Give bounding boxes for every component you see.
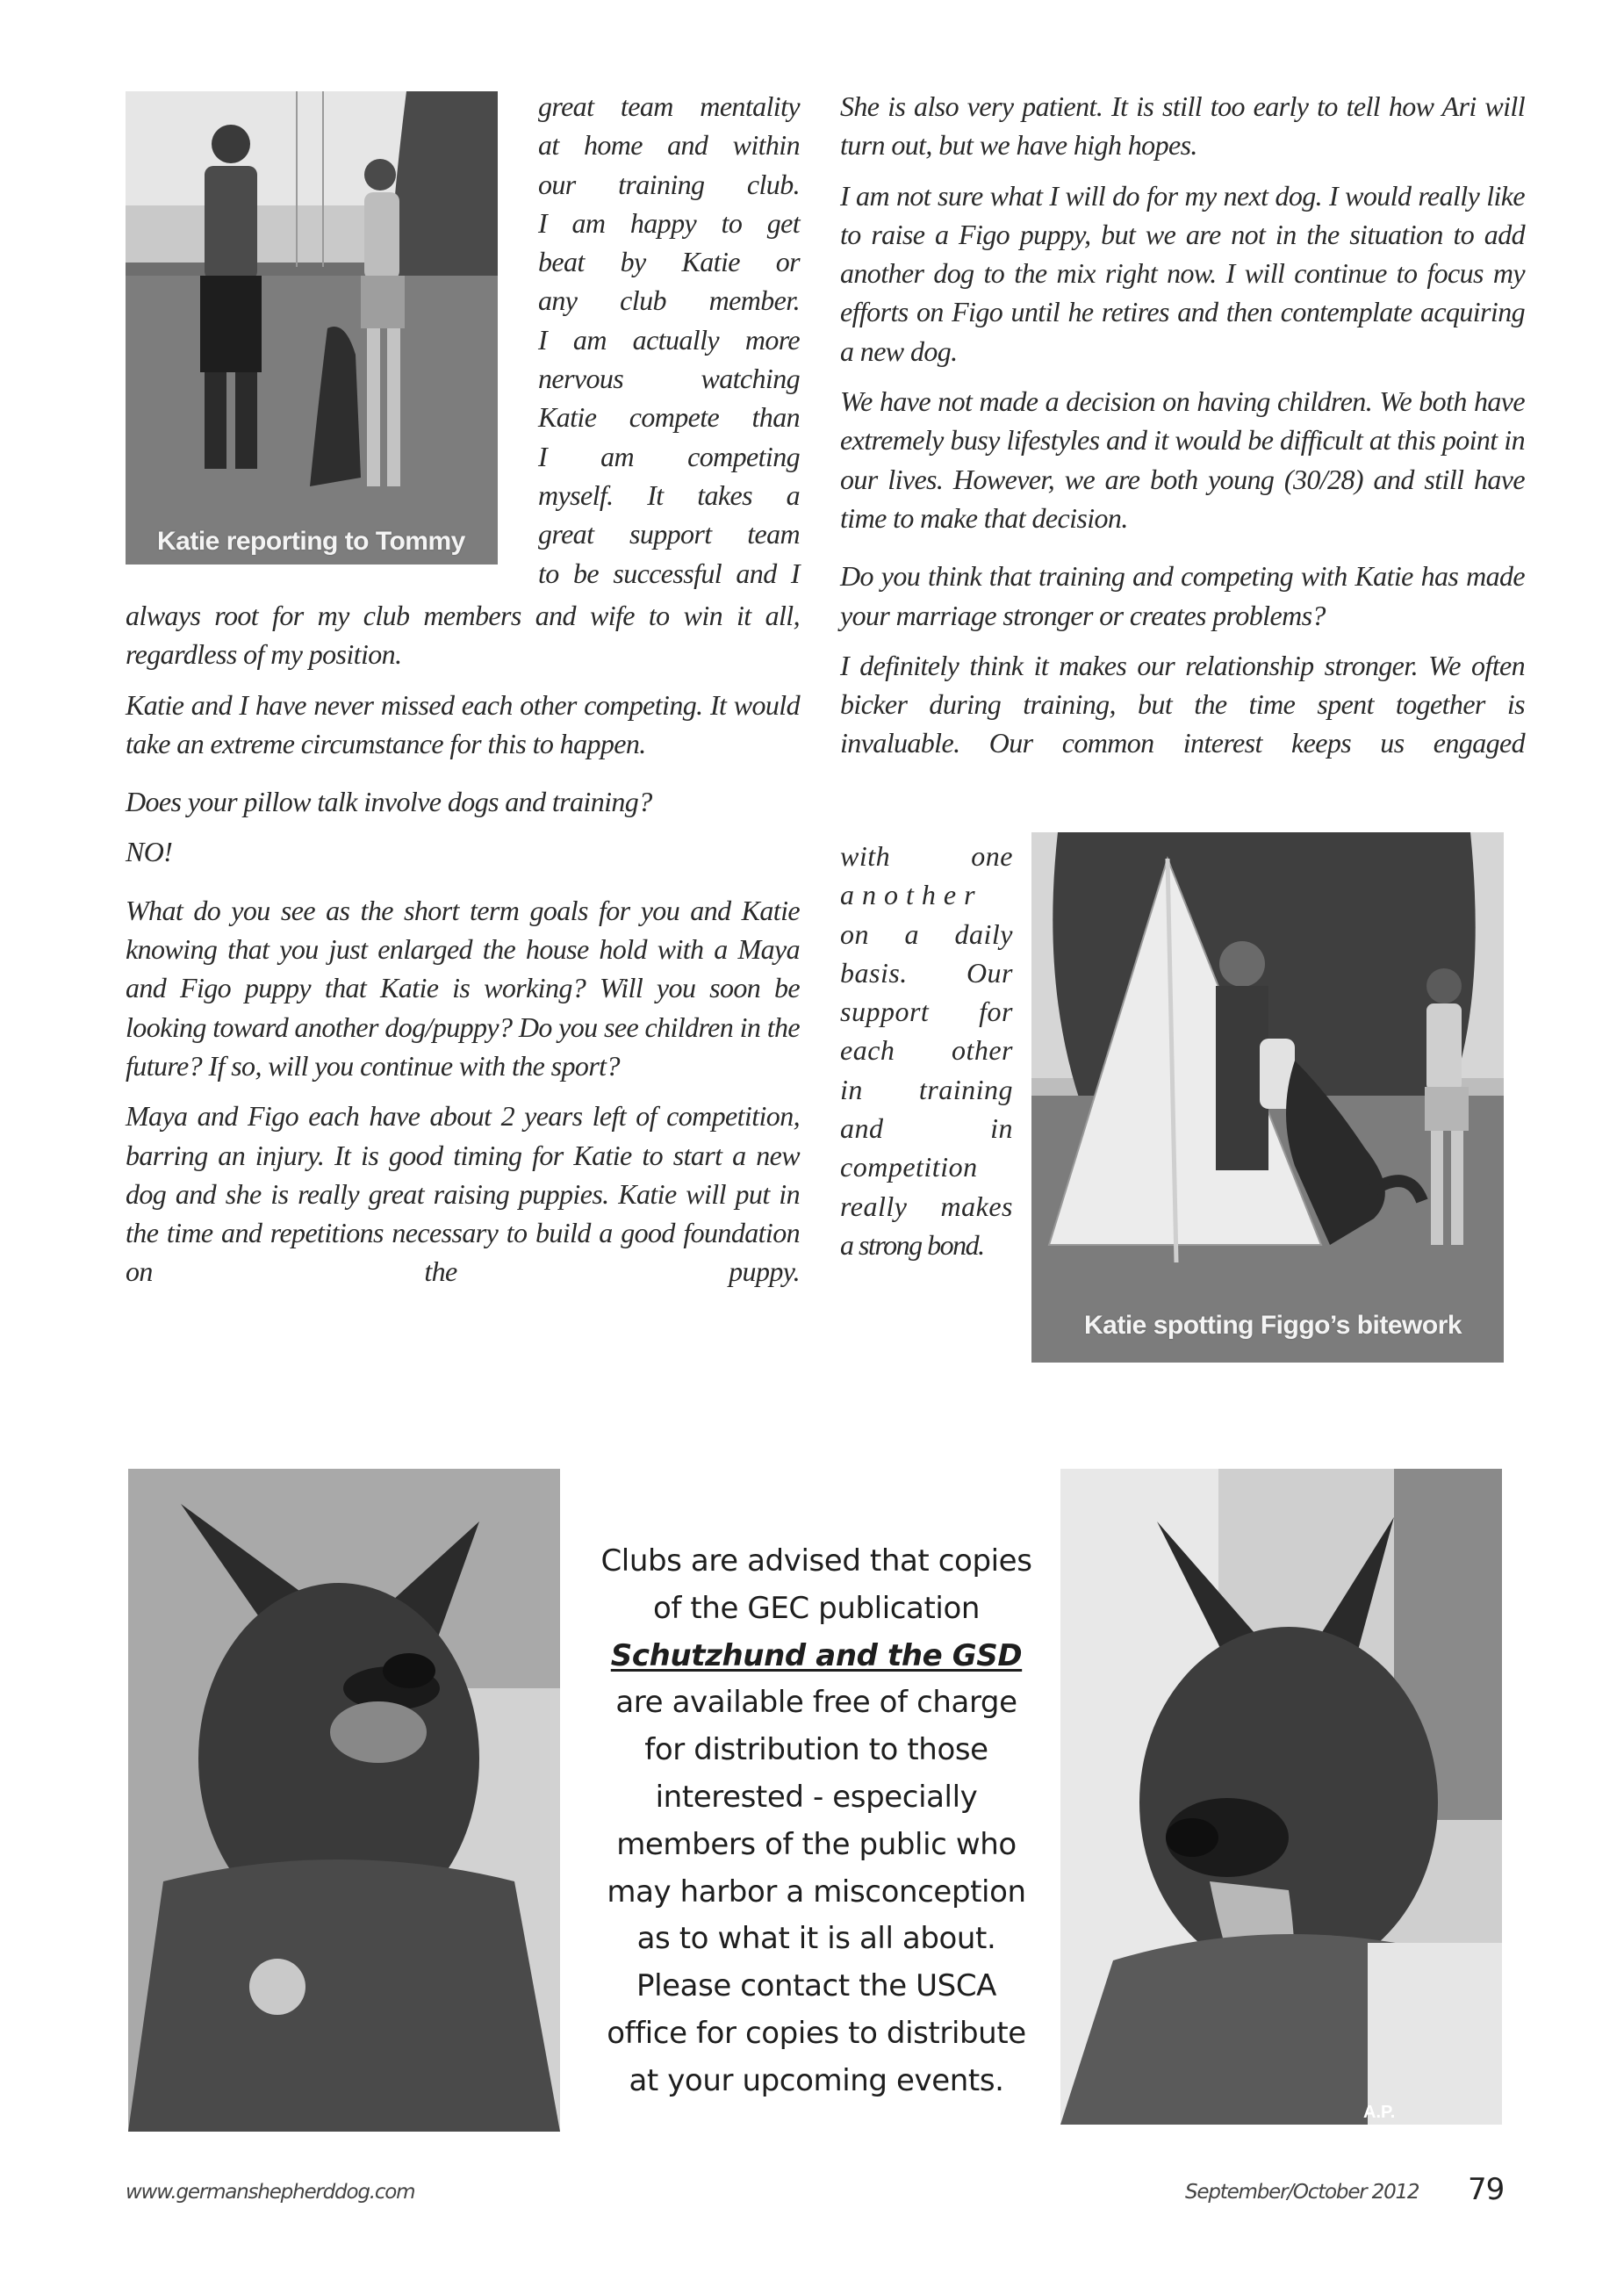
notice-line: Clubs are advised that copies xyxy=(600,1543,1032,1579)
notice-line: for distribution to those xyxy=(644,1732,988,1768)
german-shepherd-portrait-image xyxy=(128,1469,560,2132)
photo-katie-reporting-to-tommy xyxy=(126,91,498,565)
question-paragraph: Do you think that training and competing with Katie has made your marriage stronger or creates problems? xyxy=(840,560,1525,631)
notice-line: may harbor a misconception xyxy=(607,1874,1026,1910)
answer-paragraph: Katie and I have never missed each other competing. It would take an extreme circumstance for this to happen. xyxy=(126,688,800,759)
gec-publication-notice xyxy=(579,1538,1053,2105)
notice-line: office for copies to distribute xyxy=(607,2015,1026,2051)
photo-caption: Katie reporting to Tommy xyxy=(157,527,465,556)
wrap-line: myself. It takes a xyxy=(538,478,800,511)
notice-line: are available free of charge xyxy=(615,1685,1017,1721)
wrap-line: in training xyxy=(840,1073,1013,1105)
wrap-line: on a daily xyxy=(840,917,1013,950)
notice-line: of the GEC publication xyxy=(652,1590,981,1626)
wrap-line: Katie compete than xyxy=(538,401,800,434)
notice-line: interested - especially xyxy=(655,1779,978,1815)
answer-paragraph: I am not sure what I will do for my next dog. I would really like to raise a Figo puppy, but we are not in the situation to add another dog to the mix right now. I will continue to focus my efforts on Figo until he retires and then contemplate acquiring a new dog. xyxy=(840,179,1525,367)
wrap-line: any club member. xyxy=(538,284,800,317)
answer-paragraph: We have not made a decision on having children. We both have extremely busy lifestyles and it would be difficult at this point in our lives. However, we are both young (30/28) and still have time to make that decision. xyxy=(840,385,1525,534)
photo-dog-portrait-left xyxy=(128,1469,560,2132)
wrap-line: great team mentality xyxy=(538,90,800,122)
wrap-line: great support team xyxy=(538,518,800,550)
wrap-line: to be successful and I xyxy=(538,557,800,589)
wrap-line: with one xyxy=(840,840,1013,872)
wrap-line: I am actually more xyxy=(538,323,800,356)
wrap-line: really makes xyxy=(840,1190,1013,1222)
photo-katie-spotting-figgo xyxy=(1031,832,1504,1363)
photo-credit: A.P. xyxy=(1363,2103,1396,2122)
notice-line: Please contact the USCA xyxy=(636,1968,997,2004)
notice-line: as to what it is all about. xyxy=(636,1921,996,1957)
wrap-line: beat by Katie or xyxy=(538,246,800,278)
publication-title: Schutzhund and the GSD xyxy=(610,1637,1023,1673)
wrap-line: each other xyxy=(840,1034,1013,1067)
page-number: 79 xyxy=(1468,2172,1505,2207)
right-column-wrap-text xyxy=(840,837,1013,1264)
answer-paragraph: Maya and Figo each have about 2 years left of competition, barring an injury. It is good timing for Katie to start a new dog and she is really great raising puppies. Katie will put in the time and repetitions necessary to build a good foundation on the puppy. xyxy=(126,1100,800,1288)
wrap-line: competition xyxy=(840,1151,978,1183)
answer-paragraph: NO! xyxy=(126,836,173,868)
question-paragraph: What do you see as the short term goals for you and Katie knowing that you just enlarged the house hold with a Maya and Figo puppy that Katie is working? Will you soon be looking toward another dog/puppy? Do you see children in the future? If so, will you continue with the sport? xyxy=(126,894,800,1082)
wrap-line: our training club. xyxy=(538,168,800,200)
wrap-line: a strong bond. xyxy=(840,1228,984,1261)
question-paragraph: Does your pillow talk involve dogs and training? xyxy=(126,786,652,818)
wrap-line: at home and within xyxy=(538,129,800,162)
bitework-blind-photo xyxy=(1031,832,1504,1363)
photo-caption: Katie spotting Figgo’s bitework xyxy=(1084,1311,1462,1340)
wrap-line: basis. Our xyxy=(840,956,1013,989)
german-shepherd-portrait-image xyxy=(1060,1469,1502,2125)
right-column-body xyxy=(840,87,1525,763)
left-column-body xyxy=(126,596,800,1303)
answer-paragraph: I definitely think it makes our relationship stronger. We often bicker during training, but the time spent together is invaluable. Our common interest keeps us engaged xyxy=(840,649,1525,759)
answer-paragraph: She is also very patient. It is still too early to tell how Ari will turn out, but we have high hopes. xyxy=(840,90,1525,162)
wrap-line: I am happy to get xyxy=(538,206,800,239)
photo-dog-portrait-right xyxy=(1060,1469,1502,2125)
answer-paragraph: always root for my club members and wife to win it all, regardless of my position. xyxy=(126,600,800,671)
wrap-line: support for xyxy=(840,996,1013,1028)
footer-website: www.germanshepherddog.com xyxy=(126,2181,415,2204)
footer-issue-date: September/October 2012 xyxy=(1185,2181,1419,2204)
wrap-line: I am competing xyxy=(538,440,800,472)
notice-line: at your upcoming events. xyxy=(629,2062,1004,2098)
left-column-wrap-text xyxy=(538,87,800,593)
notice-line: members of the public who xyxy=(616,1826,1017,1862)
wrap-line: nervous watching xyxy=(538,363,800,395)
wrap-line: and in xyxy=(840,1112,1013,1145)
training-field-photo xyxy=(126,91,498,565)
wrap-line: another xyxy=(840,879,983,911)
